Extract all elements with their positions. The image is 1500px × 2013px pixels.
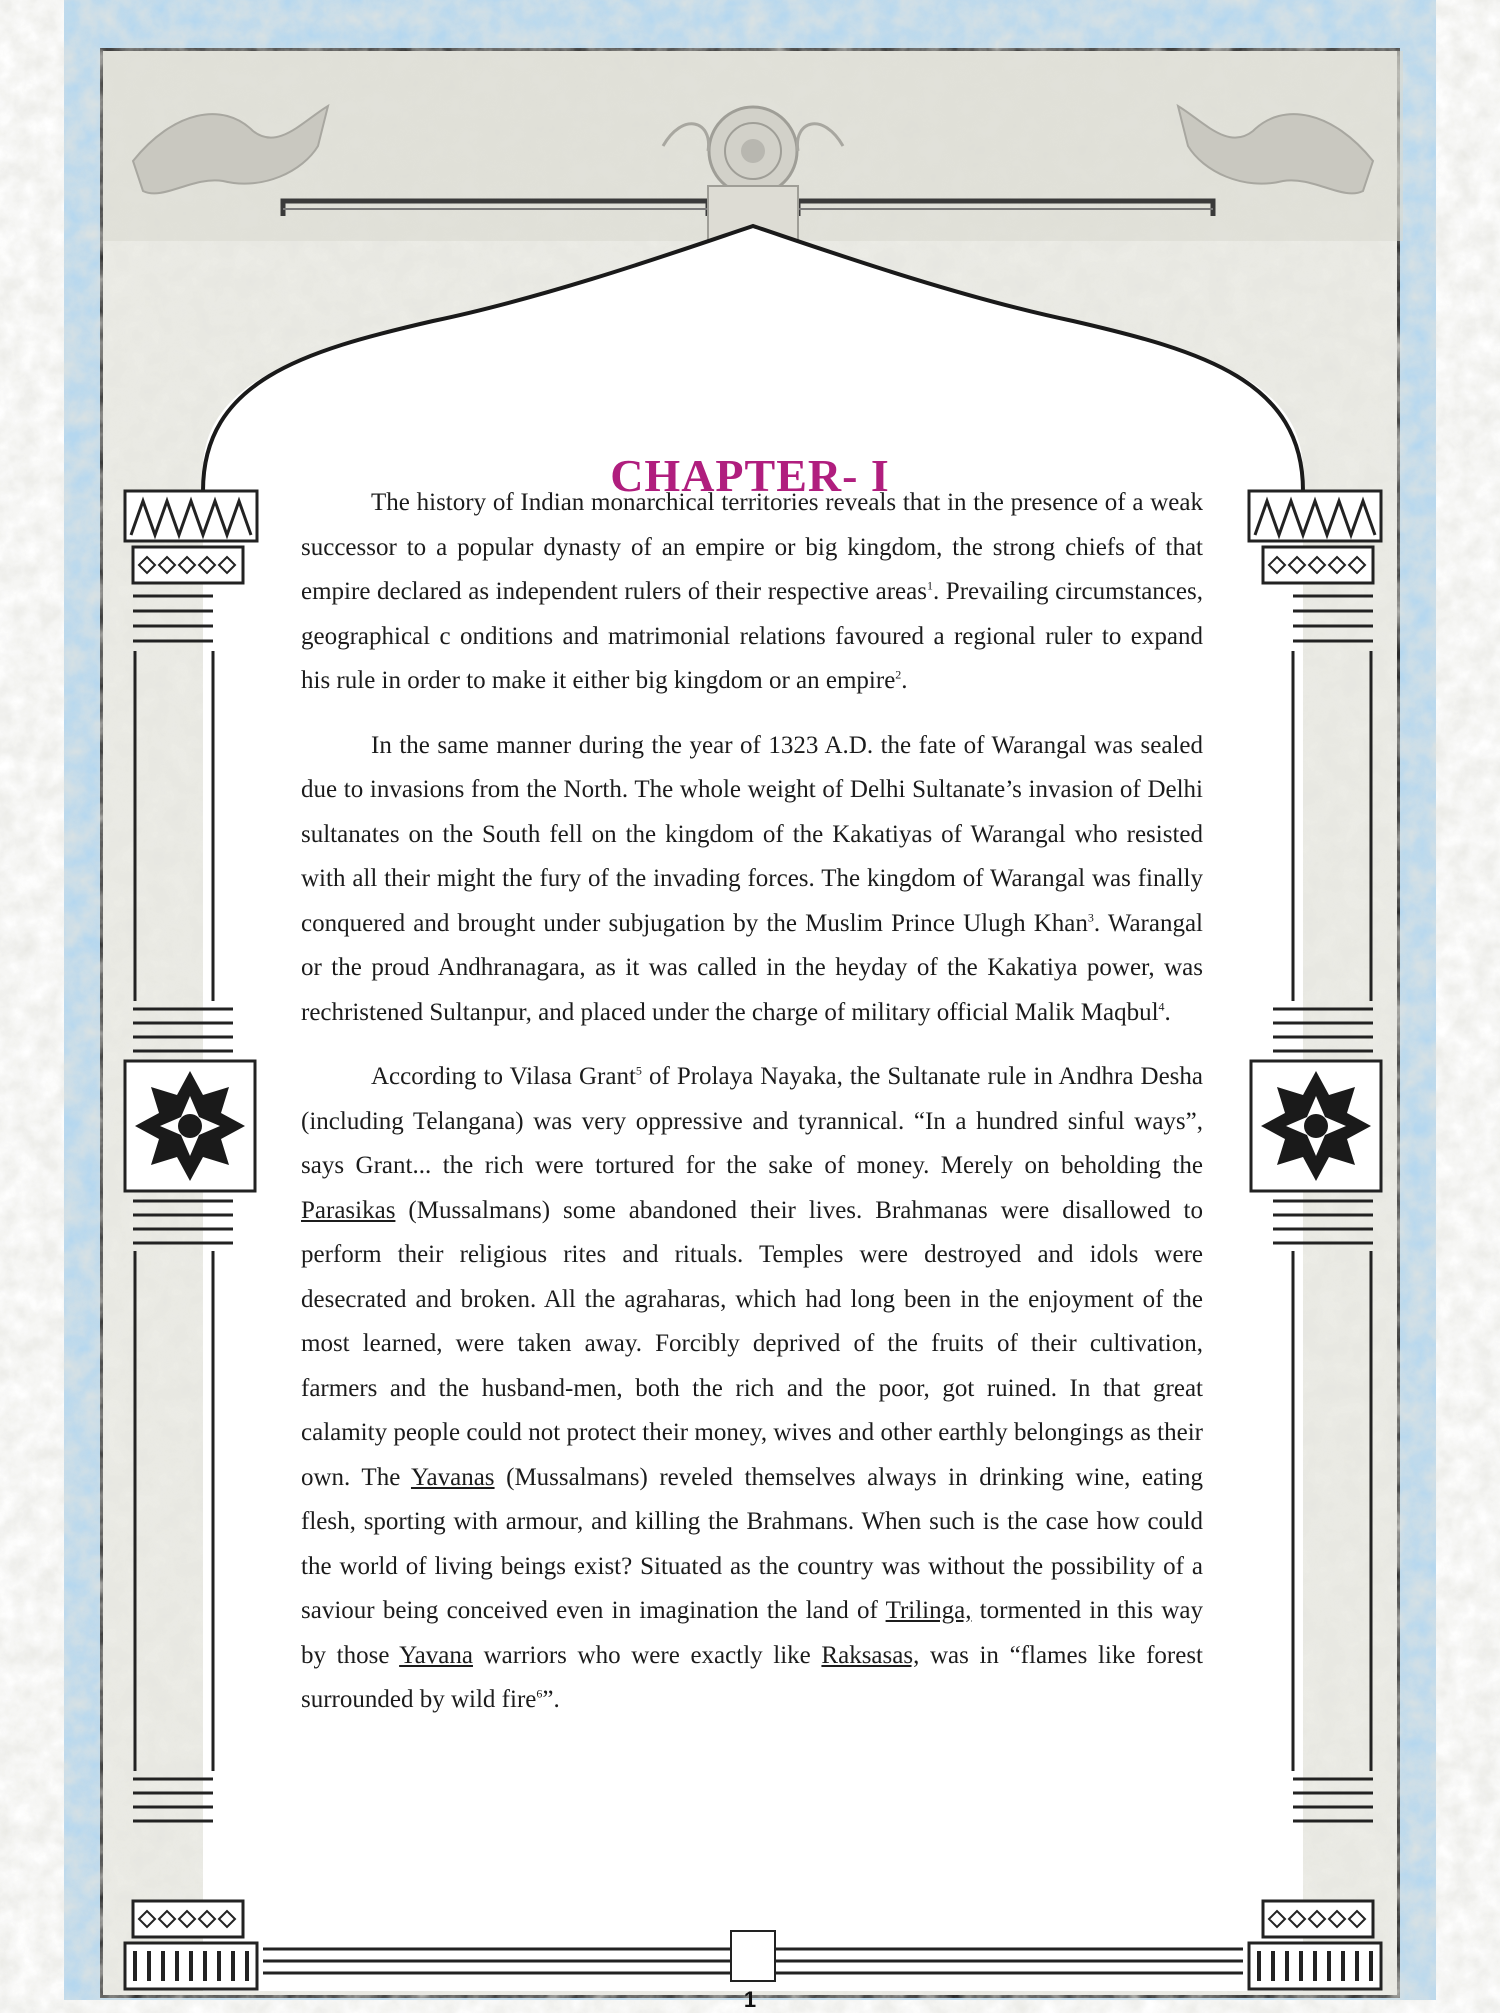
carved-frieze xyxy=(103,51,1403,241)
star-ornament-right xyxy=(1261,1071,1371,1181)
page-number-box xyxy=(731,1931,775,1981)
chapter-title: CHAPTER- I xyxy=(610,450,890,501)
term-parasikas: Parasikas xyxy=(301,1196,396,1224)
book-page xyxy=(100,48,1400,2012)
term-raksasas: Raksasas, xyxy=(821,1641,920,1669)
page-number: 1 xyxy=(743,1987,757,2012)
term-trilinga: Trilinga, xyxy=(885,1597,972,1624)
star-ornament-left xyxy=(135,1071,245,1181)
term-yavanas: Yavanas xyxy=(410,1463,495,1491)
term-yavana: Yavana xyxy=(399,1641,473,1669)
footnote-ref: 2 xyxy=(895,667,902,682)
page-background xyxy=(64,0,1436,2012)
footnote-ref: 5 xyxy=(635,1063,642,1078)
footnote-ref: 1 xyxy=(926,578,933,593)
paragraph-1: The history of Indian monarchical territories reveals that in the presence of a weak successor to a popular dynasty of an empire or big kingdom, the strong chiefs of that empire declared as independent rulers of their respective areas$^1$. Prevailing circumstances, geographical c onditions and matrimonial relations favoured a regional ruler to expand his rule in order to make it either big kingdom or an empire$^2$. xyxy=(301,489,1203,694)
paragraph-2: In the same manner during the year of 1323 A.D. the fate of Warangal was sealed due to invasions from the North. The whole weight of Delhi Sultanate’s invasion of Delhi sultanates on the South fell on the kingdom of the Kakatiyas of Warangal who resisted with all their might the fury of the invading forces. The kingdom of Warangal was finally conquered and brought under subjugation by the Muslim Prince Ulugh Khan$^3$. Warangal or the proud Andhranagara, as it was called in the heyday of the Kakatiya power, was rechristened Sultanpur, and placed under the charge of military official Malik Maqbul$^4$. xyxy=(301,731,1204,1026)
paragraph-3: According to Vilasa Grant$^5$ of Prolaya Nayaka, the Sultanate rule in Andhra Desha (including Telangana) was very oppressive and tyrannical. “In a hundred sinful ways”, says Grant... the rich were tortured for the sake of money. Merely on beholding the Parasikas (Mussalmans) some abandoned their lives. Brahmanas were disallowed to perform their religious rites and rituals. Temples were destroyed and idols were desecrated and broken. All the agraharas, which had long been in the enjoyment of the most learned, were taken away. Forcibly deprived of the fruits of their cultivation, farmers and the husband-men, both the rich and the poor, got ruined. In that great calamity people could not protect their money, wives and other earthly belongings as their own. The Yavanas (Mussalmans) reveled themselves always in drinking wine, eating flesh, sporting with armour, and killing the Brahmans. When such is the case how could the world of living beings exist? Situated as the country was without the possibility of a saviour being conceived even in imagination the land of Trilinga, tormented in this way by those Yavana warriors who were exactly like Raksasas, was in “flames like forest surrounded by wild fire$^6$”. xyxy=(301,1063,1204,1713)
chapter-body xyxy=(301,481,1203,1743)
footnote-ref: 3 xyxy=(1087,910,1094,925)
footnote-ref: 6 xyxy=(536,1686,543,1701)
footnote-ref: 4 xyxy=(1158,999,1165,1014)
